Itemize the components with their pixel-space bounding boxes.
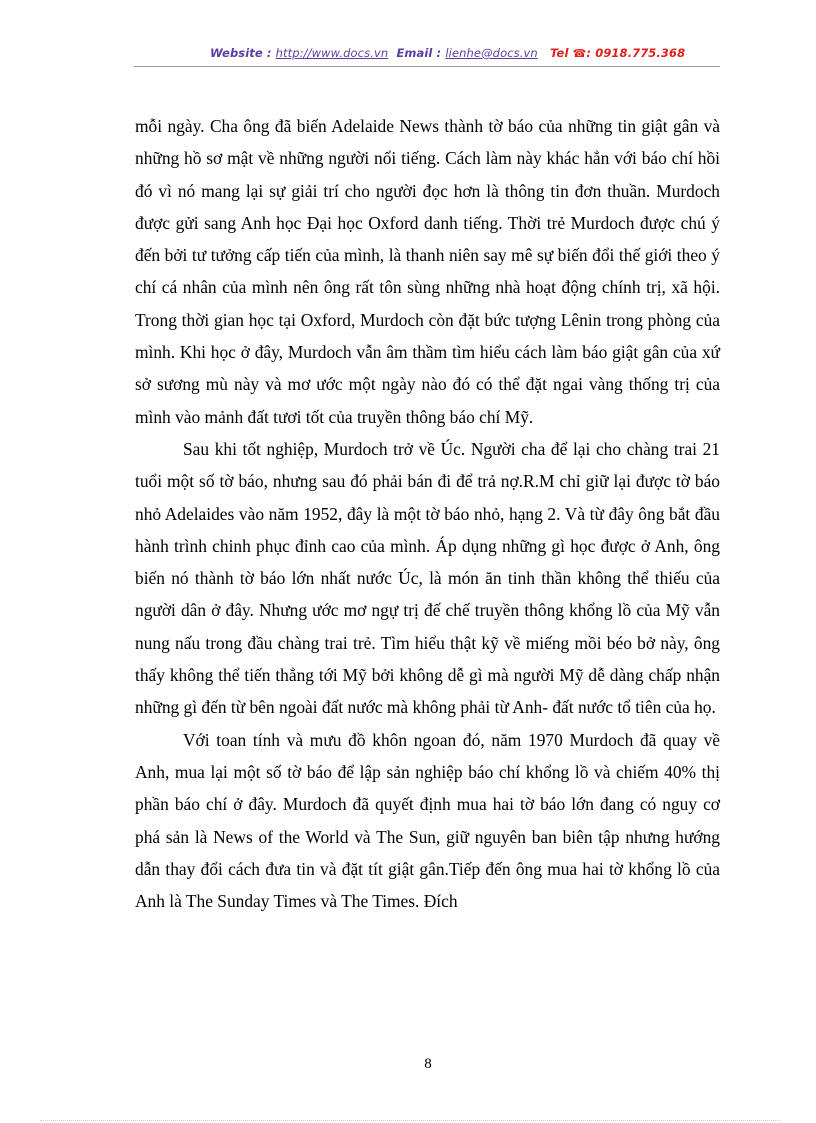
phone-number: : 0918.775.368: [586, 46, 686, 60]
tel-label: Tel: [550, 46, 573, 60]
website-link[interactable]: http://www.docs.vn: [275, 46, 389, 60]
paragraph-2: Sau khi tốt nghiệp, Murdoch trở về Úc. Người cha để lại cho chàng trai 21 tuổi một số tờ báo, nhưng sau đó phải bán đi để trả nợ.R.M chỉ giữ lại được tờ báo nhỏ Adelaides vào năm 1952, đây là một tờ báo nhỏ, hạng 2. Và từ đây ông bắt đầu hành trình chinh phục đỉnh cao của mình. Áp dụng những gì học được ở Anh, ông biến nó thành tờ báo lớn nhất nước Úc, là món ăn tinh thần không thể thiếu của người dân ở đây. Nhưng ước mơ ngự trị đế chế truyền thông khổng lồ của Mỹ vẫn nung nấu trong đầu chàng trai trẻ. Tìm hiểu thật kỹ về miếng mồi béo bở này, ông thấy không thể tiến thẳng tới Mỹ bởi không dễ gì mà người Mỹ dễ dàng chấp nhận những gì đến từ bên ngoài đất nước mà không phải từ Anh- đất nước tổ tiên của họ.: [135, 438, 720, 718]
document-body: [135, 110, 720, 917]
page-bottom-divider: [40, 1120, 780, 1121]
page-header: [210, 46, 730, 60]
page-number: 8: [424, 1056, 432, 1072]
paragraph-1: mỗi ngày. Cha ông đã biến Adelaide News thành tờ báo của những tin giật gân và những hồ sơ mật về những người nổi tiếng. Cách làm này khác hẳn với báo chí hồi đó vì nó mang lại sự giải trí cho người đọc hơn là thông tin đơn thuần. Murdoch được gửi sang Anh học Đại học Oxford danh tiếng. Thời trẻ Murdoch được chú ý đến bởi tư tưởng cấp tiến của mình, là thanh niên say mê sự biến đổi thế giới theo ý chí cá nhân của mình nên ông rất tôn sùng những nhà hoạt động chính trị, xã hội. Trong thời gian học tại Oxford, Murdoch còn đặt bức tượng Lênin trong phòng của mình. Khi học ở đây, Murdoch vẫn âm thầm tìm hiểu cách làm báo giật gân của xứ sở sương mù này và mơ ước một ngày nào đó có thể đặt ngai vàng thống trị của mình vào mảnh đất tươi tốt của truyền thông báo chí Mỹ.: [135, 116, 720, 427]
header-divider: [134, 66, 720, 67]
email-label: Email :: [396, 46, 446, 60]
phone-icon: ☎: [572, 47, 587, 60]
website-label: Website :: [210, 46, 276, 60]
email-link[interactable]: lienhe@docs.vn: [445, 46, 538, 60]
paragraph-3: Với toan tính và mưu đồ khôn ngoan đó, năm 1970 Murdoch đã quay về Anh, mua lại một số tờ báo để lập sản nghiệp báo chí khổng lồ và chiếm 40% thị phần báo chí ở đây. Murdoch đã quyết định mua hai tờ báo lớn đang có nguy cơ phá sản là News of the World và The Sun, giữ nguyên ban biên tập nhưng hướng dẫn thay đổi cách đưa tin và đặt tít giật gân.Tiếp đến ông mua hai tờ khổng lồ của Anh là The Sunday Times và The Times. Đích: [135, 729, 720, 912]
